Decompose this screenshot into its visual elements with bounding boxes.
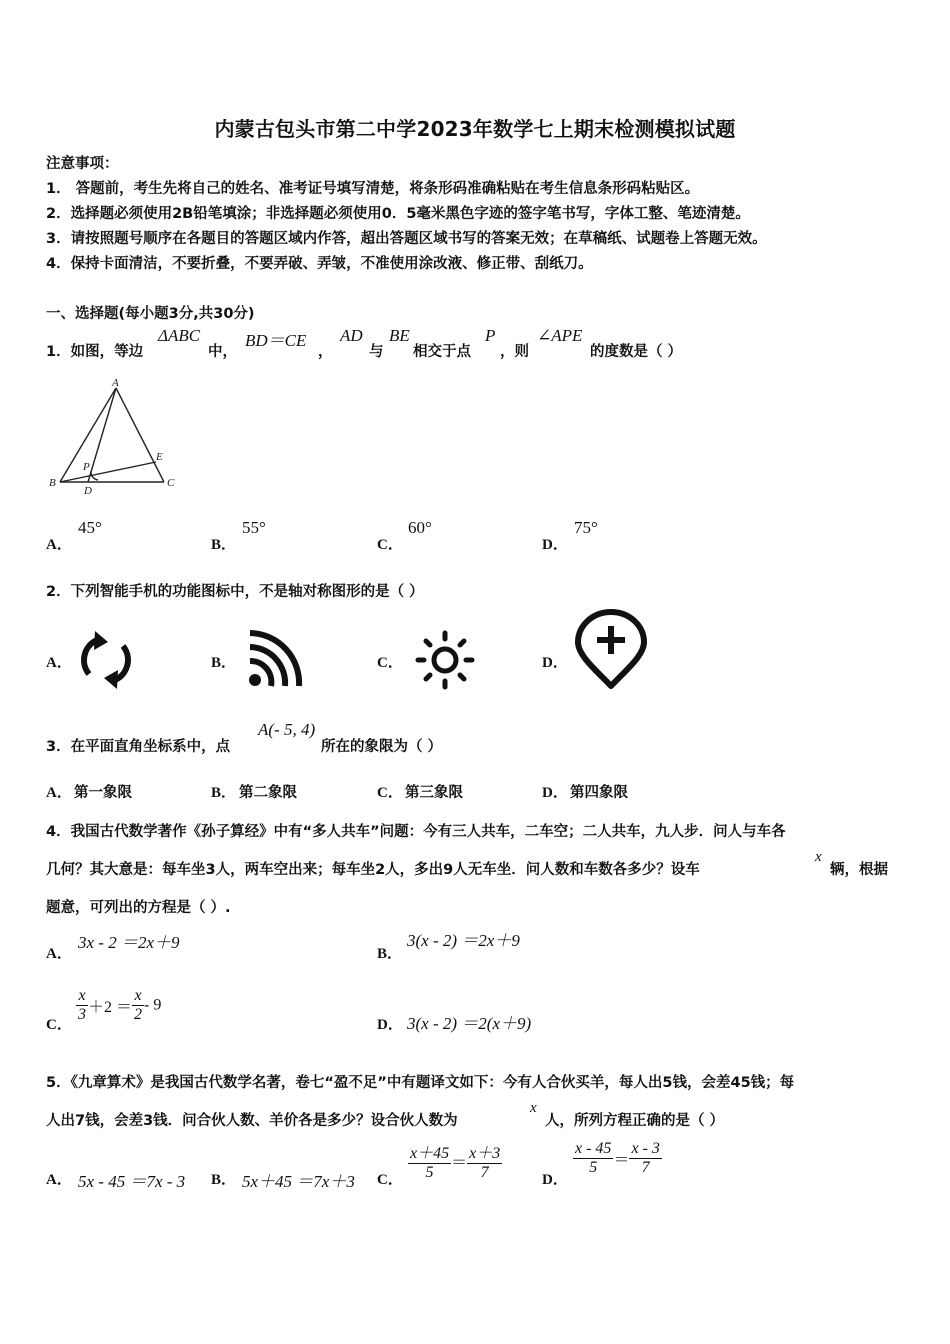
q2-option-c-label[interactable]: C． bbox=[377, 655, 403, 671]
q3-point: A(- 5, 4) bbox=[258, 720, 316, 739]
q4-stem-line1: 4．我国古代数学著作《孙子算经》中有“多人共车”问题：今有三人共车，二车空；二人共车，九人步．问人与车各 bbox=[46, 824, 786, 840]
q1-option-d-label[interactable]: D． bbox=[542, 537, 568, 553]
label-e: E bbox=[156, 451, 163, 463]
q2-stem: 2．下列智能手机的功能图标中，不是轴对称图形的是（ ） bbox=[46, 584, 424, 600]
location-plus-icon[interactable] bbox=[574, 610, 648, 690]
q4c-mid: ＋2 ＝ bbox=[88, 999, 133, 1016]
brightness-icon[interactable] bbox=[414, 629, 476, 691]
q3-option-a-label[interactable]: A． bbox=[46, 785, 72, 801]
side-ac bbox=[116, 388, 164, 482]
q4-option-c[interactable] bbox=[76, 987, 161, 1024]
q1-option-c-label[interactable]: C． bbox=[377, 537, 403, 553]
notice-heading: 注意事项： bbox=[46, 156, 119, 172]
q1-stem-part4: 与 bbox=[369, 344, 384, 360]
q4-option-c-label[interactable]: C． bbox=[46, 1017, 72, 1033]
q5c-num2: x＋3 bbox=[467, 1140, 502, 1164]
label-b: B bbox=[49, 477, 56, 489]
q5-option-b[interactable]: 5x＋45 ＝7x＋3 bbox=[242, 1172, 355, 1191]
q1-option-d[interactable]: 75° bbox=[574, 518, 598, 537]
q1-option-a-label[interactable]: A． bbox=[46, 537, 72, 553]
page-title: 内蒙古包头市第二中学2023年数学七上期末检测模拟试题 bbox=[214, 117, 736, 141]
q5-stem-line2a: 人出7钱，会差3钱．问合伙人数、羊价各是多少？设合伙人数为 bbox=[46, 1113, 458, 1129]
q5-option-a[interactable]: 5x - 45 ＝7x - 3 bbox=[78, 1172, 186, 1191]
q2-option-b-label[interactable]: B． bbox=[211, 655, 237, 671]
q4c-den1: 3 bbox=[78, 1006, 86, 1023]
q1-option-b-label[interactable]: B． bbox=[211, 537, 237, 553]
section-heading: 一、选择题(每小题3分,共30分) bbox=[46, 306, 255, 322]
q1-math-bdce: BD＝CE bbox=[245, 331, 307, 350]
q1-stem-part7: 的度数是（ ） bbox=[590, 344, 683, 360]
q3-option-a[interactable]: 第一象限 bbox=[74, 785, 132, 801]
q3-stem-part1: 3．在平面直角坐标系中，点 bbox=[46, 739, 231, 755]
q5-option-d[interactable] bbox=[573, 1140, 662, 1177]
q5c-den2: 7 bbox=[480, 1164, 489, 1181]
q1-math-ape: ∠APE bbox=[537, 326, 583, 345]
notice-item-4: 4．保持卡面清洁，不要折叠，不要弄破、弄皱，不准使用涂改液、修正带、刮纸刀。 bbox=[46, 256, 593, 272]
q3-option-b-label[interactable]: B． bbox=[211, 785, 237, 801]
label-d: D bbox=[84, 485, 92, 497]
q3-stem-part2: 所在的象限为（ ） bbox=[321, 739, 443, 755]
q5d-num1: x - 45 bbox=[575, 1140, 612, 1157]
q5-stem-line2b: 人，所列方程正确的是（ ） bbox=[545, 1113, 725, 1129]
q1-stem-part2: 中， bbox=[208, 344, 237, 360]
q1-option-b[interactable]: 55° bbox=[242, 518, 266, 537]
q4c-num1: x bbox=[76, 987, 88, 1006]
q4-stem-line3: 题意，可列出的方程是（ ）. bbox=[46, 900, 231, 916]
q1-stem-part1: 1．如图，等边 bbox=[46, 344, 144, 360]
q4c-den2: 2 bbox=[134, 1006, 143, 1023]
q5-variable: x bbox=[530, 1100, 537, 1116]
q3-option-b[interactable]: 第二象限 bbox=[239, 785, 297, 801]
q5c-eq: ＝ bbox=[451, 1154, 468, 1172]
notice-item-2: 2．选择题必须使用2B铅笔填涂；非选择题必须使用0．5毫米黑色字迹的签字笔书写，字体工整、笔迹清楚。 bbox=[46, 206, 750, 222]
q1-math-p: P bbox=[485, 326, 496, 345]
q4-option-a[interactable]: 3x - 2 ＝2x＋9 bbox=[78, 933, 180, 952]
q3-option-d[interactable]: 第四象限 bbox=[570, 785, 628, 801]
q3-option-c-label[interactable]: C． bbox=[377, 785, 403, 801]
q1-option-a[interactable]: 45° bbox=[78, 518, 102, 537]
angle-arc bbox=[91, 472, 98, 480]
q5-stem-line1: 5．《九章算术》是我国古代数学名著，卷七“盈不足”中有题译文如下：今有人合伙买羊，每人出5钱，会差45钱；每 bbox=[46, 1075, 795, 1091]
q1-triangle-figure bbox=[46, 377, 186, 497]
q5d-eq: ＝ bbox=[613, 1152, 630, 1169]
q4c-tail: - 9 bbox=[144, 996, 162, 1014]
label-p: P bbox=[83, 461, 90, 473]
label-c: C bbox=[167, 477, 175, 489]
segment-be bbox=[60, 462, 156, 482]
q1-math-triangle: ΔABC bbox=[158, 326, 201, 345]
q5c-den1: 5 bbox=[425, 1164, 434, 1181]
q2-option-d-label[interactable]: D． bbox=[542, 655, 568, 671]
label-a: A bbox=[112, 377, 119, 389]
q5c-num1: x＋45 bbox=[408, 1140, 451, 1164]
q5d-den1: 5 bbox=[589, 1159, 598, 1176]
q1-option-c[interactable]: 60° bbox=[408, 518, 432, 537]
q2-option-a-label[interactable]: A． bbox=[46, 655, 72, 671]
q1-math-ad: AD bbox=[340, 326, 363, 345]
q5d-den2: 7 bbox=[641, 1159, 650, 1176]
wifi-icon[interactable] bbox=[244, 630, 304, 692]
q3-option-d-label[interactable]: D． bbox=[542, 785, 568, 801]
q4-option-a-label[interactable]: A． bbox=[46, 946, 72, 962]
sync-icon[interactable] bbox=[76, 630, 136, 690]
q1-math-be: BE bbox=[389, 326, 410, 345]
q5-option-d-label[interactable]: D． bbox=[542, 1172, 568, 1188]
q1-stem-part5: 相交于点 bbox=[413, 344, 471, 360]
q4c-num2: x bbox=[132, 987, 144, 1006]
q4-stem-line2a: 几何？其大意是：每车坐3人，两车空出来；每车坐2人，多出9人无车坐．问人数和车数各多少？设车 bbox=[46, 862, 700, 878]
q5d-num2: x - 3 bbox=[631, 1140, 660, 1157]
notice-item-3: 3．请按照题号顺序在各题目的答题区域内作答，超出答题区域书写的答案无效；在草稿纸、试题卷上答题无效。 bbox=[46, 231, 767, 247]
q4-option-b-label[interactable]: B． bbox=[377, 946, 403, 962]
q1-stem-part6: ，则 bbox=[500, 344, 529, 360]
q4-option-b[interactable]: 3(x - 2) ＝2x＋9 bbox=[407, 931, 520, 950]
q1-stem-part3: ， bbox=[318, 344, 333, 360]
q5-option-c-label[interactable]: C． bbox=[377, 1172, 403, 1188]
q4-stem-line2b: 辆，根据 bbox=[830, 862, 888, 878]
q4-option-d[interactable]: 3(x - 2) ＝2(x＋9) bbox=[407, 1014, 532, 1033]
notice-item-1: 1． 答题前，考生先将自己的姓名、准考证号填写清楚，将条形码准确粘贴在考生信息条形码粘贴区。 bbox=[46, 181, 700, 197]
q4-variable: x bbox=[815, 849, 822, 865]
q3-option-c[interactable]: 第三象限 bbox=[405, 785, 463, 801]
q5-option-b-label[interactable]: B． bbox=[211, 1172, 237, 1188]
segment-ad bbox=[88, 388, 116, 482]
q4-option-d-label[interactable]: D． bbox=[377, 1017, 403, 1033]
q5-option-c[interactable] bbox=[408, 1140, 502, 1182]
q5-option-a-label[interactable]: A． bbox=[46, 1172, 72, 1188]
